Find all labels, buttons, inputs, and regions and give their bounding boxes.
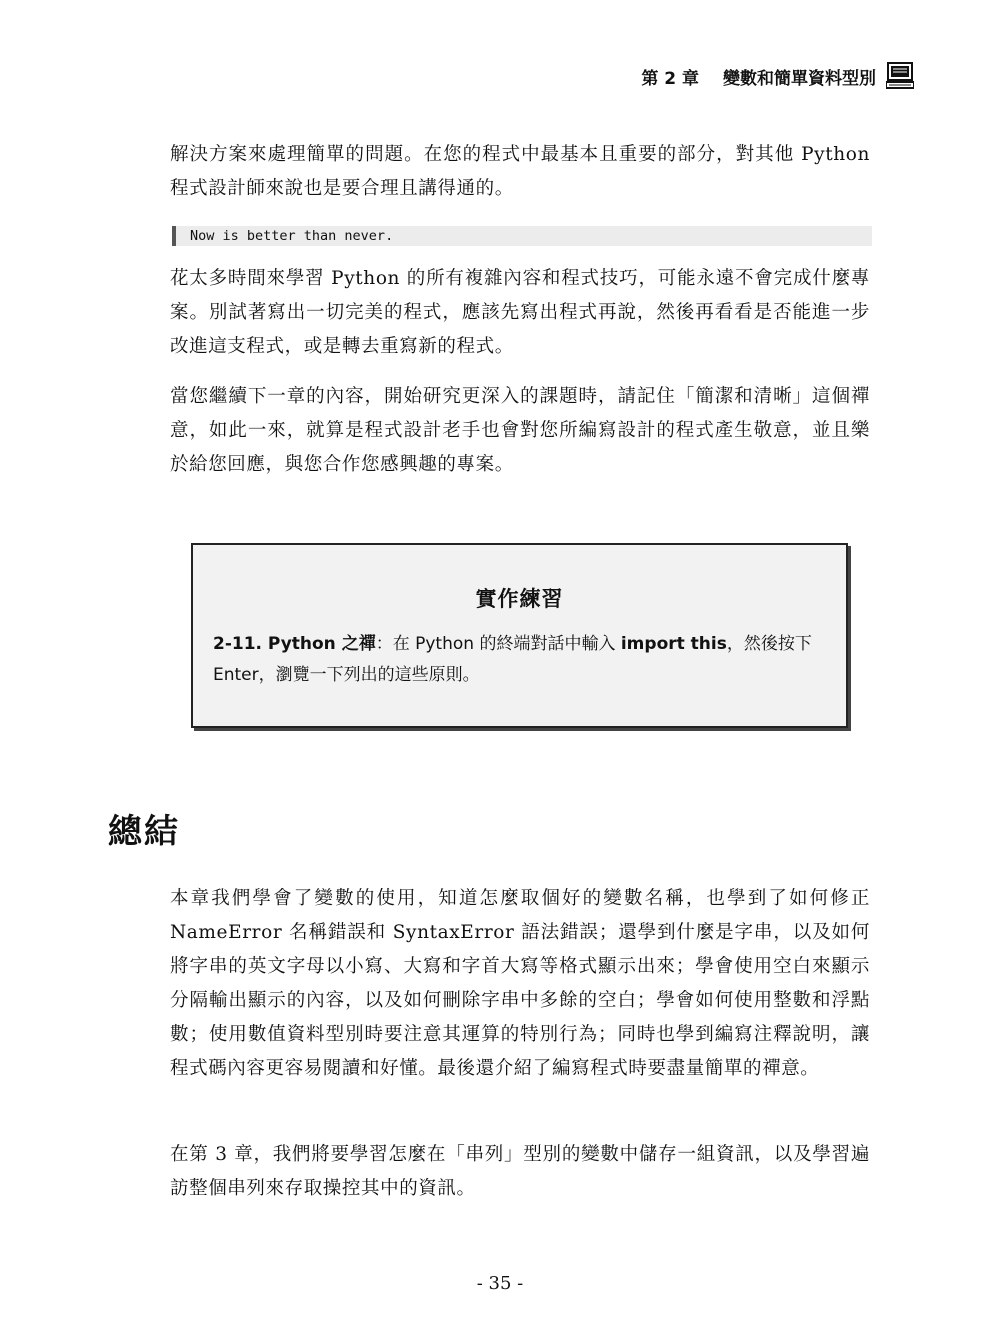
exercise-text: ，然後按下 Enter，瀏覽一下列出的這些原則。 (213, 634, 812, 685)
body-paragraph: 花太多時間來學習 Python 的所有複雜內容和程式技巧，可能永遠不會完成什麼專案。別試著寫出一切完美的程式，應該先寫出程式再說，然後再看看是否能進一步改進這支程式，或是轉去重寫新的程式。 (170, 268, 870, 357)
exercise-box (191, 543, 848, 728)
summary-paragraph: 本章我們學會了變數的使用，知道怎麼取個好的變數名稱，也學到了如何修正 NameError 名稱錯誤和 SyntaxError 語法錯誤；還學到什麼是字串，以及如何將字串的英文字母以小寫、大寫和字首大寫等格式顯示出來；學會使用空白來顯示分隔輸出顯示的內容，以及如何刪除字串中多餘的空白；學會如何使用整數和浮點數；使用數值資料型別時要注意其運算的特別行為；同時也學到編寫注釋說明，讓程式碼內容更容易閱讀和好懂。最後還介紹了編寫程式時要盡量簡單的禪意。 (170, 888, 870, 1079)
chapter-title: 變數和簡單資料型別 (723, 68, 876, 89)
exercise-title: 實作練習 (475, 587, 564, 611)
page-header (641, 62, 914, 90)
page-number: - 35 - (476, 1273, 524, 1294)
exercise-label: 2-11. Python 之禪 (213, 634, 376, 654)
computer-icon (886, 62, 914, 90)
exercise-command: import this (620, 634, 727, 654)
summary-paragraph: 在第 3 章，我們將要學習怎麼在「串列」型別的變數中儲存一組資訊，以及學習遍訪整個串列來存取操控其中的資訊。 (170, 1144, 870, 1199)
exercise-text: ：在 Python 的終端對話中輸入 (375, 634, 621, 654)
chapter-number: 第 2 章 (641, 68, 699, 89)
body-paragraph: 解決方案來處理簡單的問題。在您的程式中最基本且重要的部分，對其他 Python 程式設計師來說也是要合理且講得通的。 (170, 144, 870, 199)
section-title: 總結 (108, 812, 180, 852)
code-line: Now is better than never. (172, 226, 872, 246)
exercise-body (213, 629, 828, 691)
body-paragraph: 當您繼續下一章的內容，開始研究更深入的課題時，請記住「簡潔和清晰」這個禪意，如此一來，就算是程式設計老手也會對您所編寫設計的程式產生敬意，並且樂於給您回應，與您合作您感興趣的專案。 (170, 386, 870, 475)
